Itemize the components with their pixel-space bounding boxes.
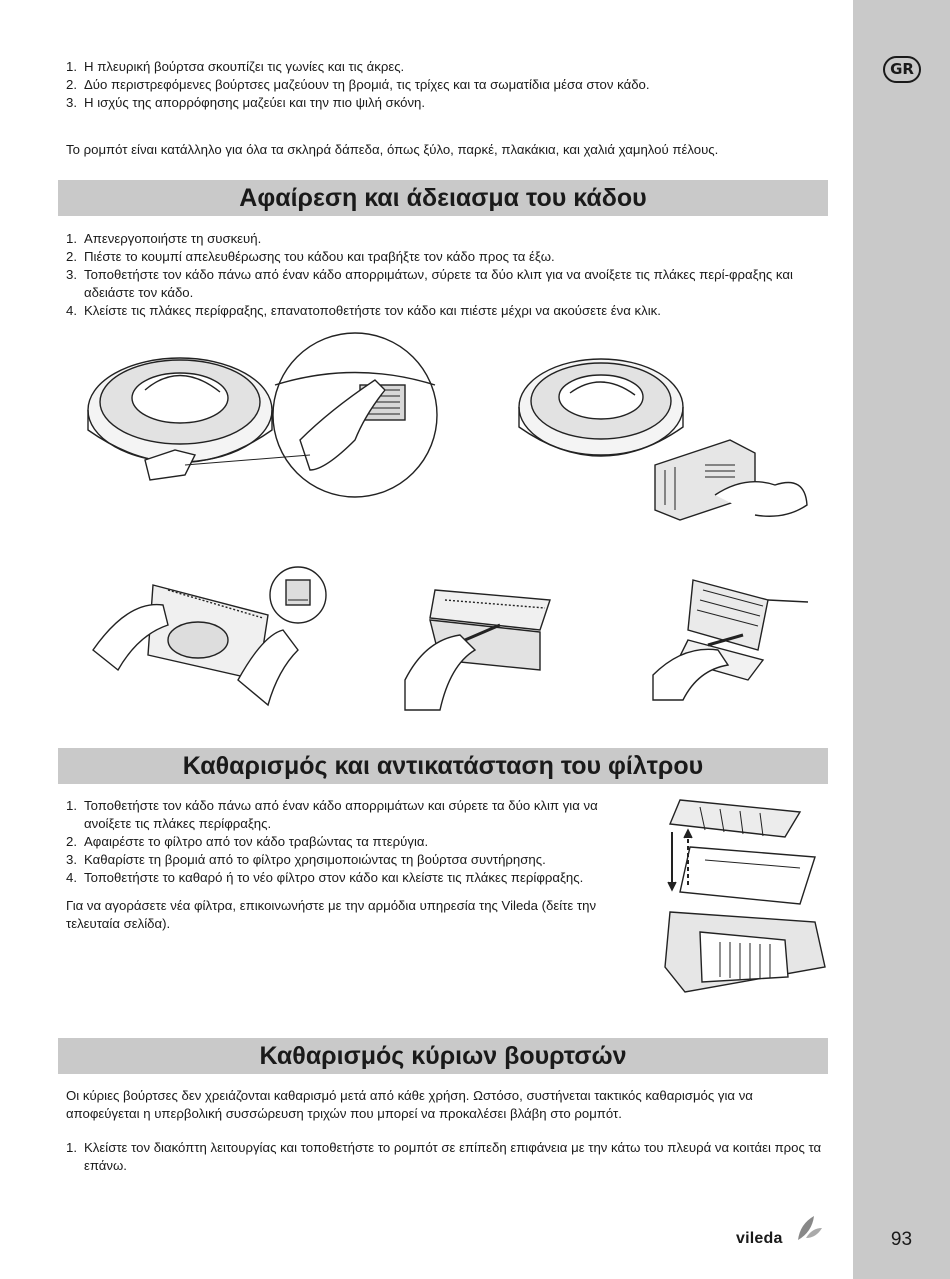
illustration-pull-bin — [515, 345, 815, 525]
list-item: 2. Πιέστε το κουμπί απελευθέρωσης του κάδου και τραβήξτε τον κάδο προς τα έξω. — [66, 249, 555, 264]
list-item: 2. Αφαιρέστε το φίλτρο από τον κάδο τραβώντας τα πτερύγια. — [66, 834, 429, 849]
list-item: 1. Τοποθετήστε τον κάδο πάνω από έναν κάδο απορριμάτων και σύρετε τα δύο κλιπ για να ανοίξετε τις πλάκες περίφραξης. — [66, 798, 598, 831]
illustration-slide-clips — [88, 560, 338, 710]
leaf-icon — [794, 1214, 824, 1242]
intro-paragraph: Το ρομπότ είναι κατάλληλο για όλα τα σκληρά δάπεδα, όπως ξύλο, παρκέ, πλακάκια, και χαλιά χαμηλού πέλους. — [66, 142, 719, 157]
intro-section — [58, 58, 828, 112]
list-item: 1. Η πλευρική βούρτσα σκουπίζει τις γωνίες και τις άκρες. — [66, 59, 405, 74]
filter-steps — [58, 797, 638, 887]
brushes-steps — [58, 1139, 828, 1175]
illustration-filter-exploded — [660, 792, 830, 997]
filter-steps-block — [58, 797, 638, 933]
illustration-brush-filter — [648, 570, 828, 710]
bin-steps-block — [58, 230, 828, 320]
filter-note: Για να αγοράσετε νέα φίλτρα, επικοινωνήστε με την αρμόδια υπηρεσία της Vileda (δείτε την τελευταία σελίδα). — [66, 898, 597, 931]
intro-list — [58, 58, 828, 112]
illustration-brush-bin — [400, 570, 570, 715]
intro-paragraph-block — [58, 141, 828, 159]
illustration-press-release — [85, 330, 445, 500]
list-item: 4. Κλείστε τις πλάκες περίφραξης, επανατοποθετήστε τον κάδο και πιέστε μέχρι να ακούσετε ένα κλικ. — [66, 303, 661, 318]
list-item: 1. Κλείστε τον διακόπτη λειτουργίας και τοποθετήστε το ρομπότ σε επίπεδη επιφάνεια με την κάτω του πλευρά να κοιτάει προς τα επάνω. — [66, 1140, 822, 1173]
list-item: 3. Η ισχύς της απορρόφησης μαζεύει και την πιο ψιλή σκόνη. — [66, 95, 426, 110]
section-heading-brushes: Καθαρισμός κύριων βουρτσών — [58, 1038, 828, 1074]
list-item: 4. Τοποθετήστε το καθαρό ή το νέο φίλτρο στον κάδο και κλείστε τις πλάκες περίφραξης. — [66, 870, 584, 885]
page-number: 93 — [890, 1229, 913, 1250]
list-item: 3. Τοποθετήστε τον κάδο πάνω από έναν κάδο απορριμάτων, σύρετε τα δύο κλιπ για να ανοίξετε τις πλάκες περί-φραξης και αδειάστε τον κάδο. — [66, 267, 793, 300]
language-badge: GR — [883, 56, 921, 83]
brushes-block — [58, 1087, 828, 1175]
list-item: 3. Καθαρίστε τη βρομιά από το φίλτρο χρησιμοποιώντας τη βούρτσα συντήρησης. — [66, 852, 546, 867]
brushes-paragraph: Οι κύριες βούρτσες δεν χρειάζονται καθαρισμό μετά από κάθε χρήση. Ωστόσο, συστήνεται τακτικός καθαρισμός για να αποφεύγεται η υπερβολική συσσώρευση τριχών που μπορεί να προκαλέσει βλάβη στο ρομπότ. — [66, 1088, 753, 1121]
list-item: 2. Δύο περιστρεφόμενες βούρτσες μαζεύουν τη βρομιά, τις τρίχες και τα σωματίδια μέσα στον κάδο. — [66, 77, 650, 92]
section-heading-filter: Καθαρισμός και αντικατάσταση του φίλτρου — [58, 748, 828, 784]
bin-steps — [58, 230, 828, 320]
list-item: 1. Απενεργοποιήστε τη συσκευή. — [66, 231, 262, 246]
page-sidebar — [853, 0, 950, 1279]
vileda-logo: vileda — [736, 1230, 783, 1248]
section-heading-bin: Αφαίρεση και άδειασμα του κάδου — [58, 180, 828, 216]
